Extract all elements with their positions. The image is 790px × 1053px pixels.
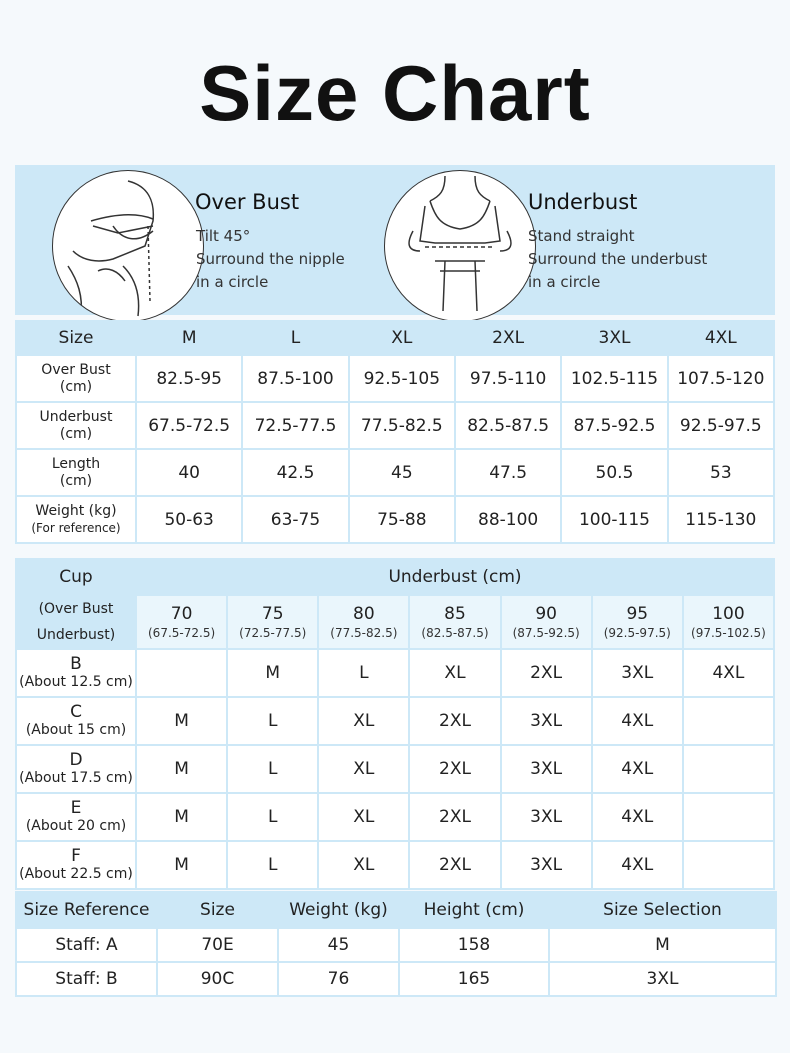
column-header: 90 (87.5-92.5) [501, 595, 592, 649]
table-cell: 75-88 [349, 496, 455, 543]
table-cell: 92.5-105 [349, 355, 455, 402]
table-cell: M [549, 928, 776, 962]
table-cell: 45 [278, 928, 399, 962]
size-table-header [16, 321, 774, 355]
table-cell: 115-130 [668, 496, 774, 543]
table-cell: 2XL [409, 745, 500, 793]
column-header: 80 (77.5-82.5) [318, 595, 409, 649]
table-cell: 4XL [592, 841, 683, 889]
header-cell: Size [16, 321, 136, 355]
table-cell: 100-115 [561, 496, 667, 543]
table-row [16, 402, 774, 449]
header-cell: Weight (kg) [278, 892, 399, 928]
table-row [16, 449, 774, 496]
cup-row-label: E (About 20 cm) [16, 793, 136, 841]
table-cell: XL [409, 649, 500, 697]
over-bust-title: Over Bust [195, 190, 300, 214]
table-cell: Staff: A [16, 928, 157, 962]
table-cell [683, 697, 774, 745]
header-cell: Height (cm) [399, 892, 549, 928]
table-row [16, 745, 774, 793]
row-label: Length (cm) [16, 449, 136, 496]
page-title: Size Chart [199, 49, 591, 137]
table-cell: 3XL [592, 649, 683, 697]
table-cell: M [136, 697, 227, 745]
over-bust-description: Tilt 45° Surround the nipple in a circle [196, 227, 345, 291]
cup-sub-label: (Over Bust Underbust) [16, 595, 136, 649]
header-cell: XL [349, 321, 455, 355]
table-cell: 88-100 [455, 496, 561, 543]
table-row [16, 697, 774, 745]
table-row [16, 928, 776, 962]
table-cell: 2XL [409, 793, 500, 841]
table-cell: 4XL [592, 793, 683, 841]
table-cell: 158 [399, 928, 549, 962]
table-cell [683, 841, 774, 889]
underbust-title: Underbust [528, 190, 638, 214]
header-cell: 2XL [455, 321, 561, 355]
column-header: 75 (72.5-77.5) [227, 595, 318, 649]
table-row [16, 841, 774, 889]
cup-row-label: F (About 22.5 cm) [16, 841, 136, 889]
table-cell: 87.5-92.5 [561, 402, 667, 449]
table-cell: L [227, 697, 318, 745]
cup-table [15, 558, 775, 890]
table-row [16, 962, 776, 996]
table-cell [683, 745, 774, 793]
table-cell: M [136, 793, 227, 841]
header-cell: L [242, 321, 348, 355]
table-cell: 40 [136, 449, 242, 496]
table-cell: 3XL [501, 841, 592, 889]
table-cell: 82.5-87.5 [455, 402, 561, 449]
table-row [16, 355, 774, 402]
table-cell: 90C [157, 962, 278, 996]
cup-row-label: D (About 17.5 cm) [16, 745, 136, 793]
table-cell: L [227, 793, 318, 841]
table-cell: 70E [157, 928, 278, 962]
table-cell: 50.5 [561, 449, 667, 496]
table-cell: L [227, 745, 318, 793]
table-cell: 97.5-110 [455, 355, 561, 402]
table-cell: 3XL [501, 697, 592, 745]
row-label: Underbust (cm) [16, 402, 136, 449]
column-header: 100 (97.5-102.5) [683, 595, 774, 649]
column-header: 85 (82.5-87.5) [409, 595, 500, 649]
table-cell: 82.5-95 [136, 355, 242, 402]
table-cell: 92.5-97.5 [668, 402, 774, 449]
table-cell [683, 793, 774, 841]
table-cell: 2XL [409, 841, 500, 889]
header-cell: Size Selection [549, 892, 776, 928]
table-cell: 2XL [501, 649, 592, 697]
cup-label: Cup [16, 559, 136, 595]
table-cell: 63-75 [242, 496, 348, 543]
table-cell: M [136, 841, 227, 889]
header-cell: M [136, 321, 242, 355]
table-cell: XL [318, 841, 409, 889]
table-cell: 165 [399, 962, 549, 996]
cup-row-label: B (About 12.5 cm) [16, 649, 136, 697]
table-cell: 67.5-72.5 [136, 402, 242, 449]
table-cell: 4XL [592, 697, 683, 745]
table-cell: 77.5-82.5 [349, 402, 455, 449]
header-cell: 3XL [561, 321, 667, 355]
header-cell: 4XL [668, 321, 774, 355]
table-cell: 50-63 [136, 496, 242, 543]
table-cell: M [136, 745, 227, 793]
table-cell: 53 [668, 449, 774, 496]
table-cell: 3XL [501, 793, 592, 841]
table-cell: XL [318, 745, 409, 793]
table-cell [136, 649, 227, 697]
table-cell: 102.5-115 [561, 355, 667, 402]
underbust-illustration [384, 170, 536, 322]
table-cell: M [227, 649, 318, 697]
table-cell: 3XL [549, 962, 776, 996]
table-cell: 4XL [592, 745, 683, 793]
column-header: 95 (92.5-97.5) [592, 595, 683, 649]
size-reference-table [15, 891, 777, 997]
table-row [16, 793, 774, 841]
column-header: 70 (67.5-72.5) [136, 595, 227, 649]
table-cell: L [227, 841, 318, 889]
table-row [16, 649, 774, 697]
table-cell: 4XL [683, 649, 774, 697]
table-cell: 47.5 [455, 449, 561, 496]
table-cell: 72.5-77.5 [242, 402, 348, 449]
underbust-label: Underbust (cm) [136, 559, 774, 595]
underbust-description: Stand straight Surround the underbust in a circle [528, 227, 708, 291]
table-cell: 2XL [409, 697, 500, 745]
table-cell: XL [318, 793, 409, 841]
table-cell: 3XL [501, 745, 592, 793]
table-cell: 42.5 [242, 449, 348, 496]
table-cell: 45 [349, 449, 455, 496]
cup-row-label: C (About 15 cm) [16, 697, 136, 745]
cup-table-header [16, 559, 774, 595]
reference-table-header [16, 892, 776, 928]
header-cell: Size [157, 892, 278, 928]
row-label: Over Bust (cm) [16, 355, 136, 402]
table-cell: XL [318, 697, 409, 745]
table-cell: 87.5-100 [242, 355, 348, 402]
header-cell: Size Reference [16, 892, 157, 928]
size-table [15, 320, 775, 544]
table-row [16, 496, 774, 543]
table-cell: 76 [278, 962, 399, 996]
row-label: Weight (kg) (For reference) [16, 496, 136, 543]
table-cell: Staff: B [16, 962, 157, 996]
table-cell: L [318, 649, 409, 697]
cup-columns-row [16, 595, 774, 649]
table-cell: 107.5-120 [668, 355, 774, 402]
over-bust-illustration [52, 170, 204, 322]
